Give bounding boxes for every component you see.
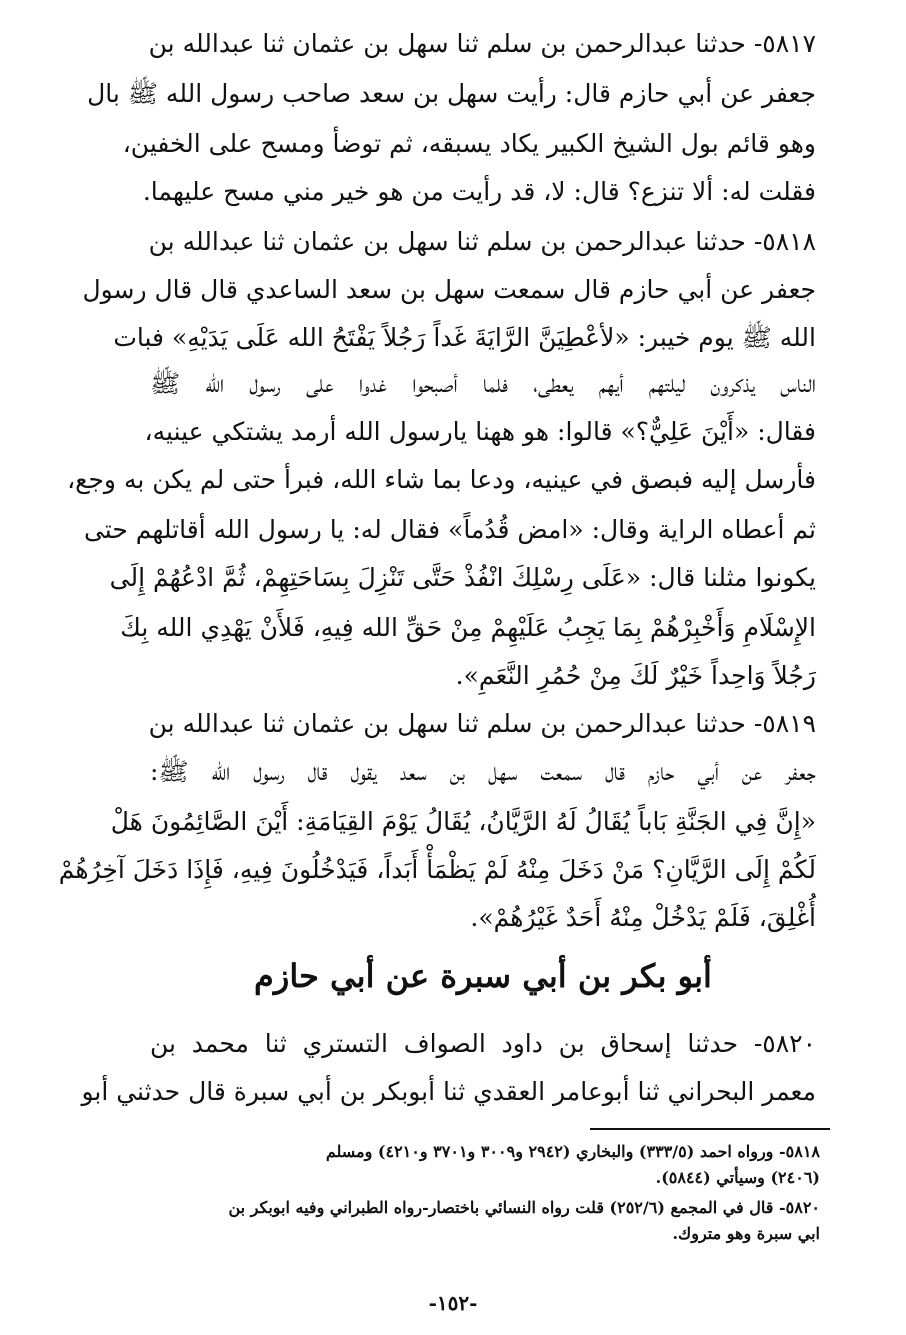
hadith-5817-line: جعفر عن أبي حازم قال: رأيت سهل بن سعد صاحب رسول الله ﷺ بال xyxy=(87,79,816,108)
hadith-5819-line: «إِنَّ فِي الجَنَّةِ بَاباً يُقَالُ لَهُ الرَّيَّانُ، يُقَالُ يَوْمَ القِيَامَةِ: أَيْنَ الصَّائِمُونَ هَلْ xyxy=(110,807,816,836)
footnote-line: ٥٨١٨- ورواه احمد (٣٣٣/٥) والبخاري (٢٩٤٢ و٣٠٠٩ و٣٧٠١ و٤٢١٠) ومسلم xyxy=(325,1142,820,1161)
hadith-5818-line: الناس يذكرون ليلتهم أيهم يعطى، فلما أصبحوا غدوا على رسول الله ﷺ xyxy=(150,369,816,398)
hadith-5817-line: ٥٨١٧- حدثنا عبدالرحمن بن سلم ثنا سهل بن عثمان ثنا عبدالله بن xyxy=(148,29,816,58)
footnote-divider xyxy=(590,1128,830,1130)
footnote-line: ٥٨٢٠- قال في المجمع (٢٥٢/٦) قلت رواه النسائي باختصار-رواه الطبراني وفيه ابوبكر بن xyxy=(228,1198,820,1217)
hadith-5819-line: أُغْلِقَ، فَلَمْ يَدْخُلْ مِنْهُ أَحَدٌ غَيْرُهُمْ». xyxy=(470,903,816,932)
section-heading: أبو بكر بن أبي سبرة عن أبي حازم xyxy=(254,957,712,995)
hadith-5817-line: وهو قائم بول الشيخ الكبير يكاد يسبقه، ثم توضأ ومسح على الخفين، xyxy=(122,129,816,158)
hadith-5819-line: لَكُمْ إِلَى الرَّيَّانِ؟ مَنْ دَخَلَ مِنْهُ لَمْ يَظْمَأْ أَبَداً، فَيَدْخُلُونَ فِيهِ، فَإِذَا دَخَلَ آخِرُهُمْ xyxy=(58,855,816,884)
hadith-5818-line: فقال: «أَيْنَ عَلِيٌّ؟» قالوا: هو ههنا يارسول الله أرمد يشتكي عينيه، xyxy=(144,417,816,446)
hadith-5820-line: ٥٨٢٠- حدثنا إسحاق بن داود الصواف التستري ثنا محمد بن xyxy=(150,1029,816,1058)
page-number: -١٥٢- xyxy=(428,1291,478,1315)
hadith-5819-line: جعفر عن أبي حازم قال سمعت سهل بن سعد يقول قال رسول الله ﷺ: xyxy=(150,757,816,786)
footnote-line: ابي سبرة وهو متروك. xyxy=(672,1224,820,1243)
hadith-5818-line: يكونوا مثلنا قال: «عَلَى رِسْلِكَ انْفُذْ حَتَّى تَنْزِلَ بِسَاحَتِهِمْ، ثُمَّ ادْعُهُمْ إِلَى xyxy=(109,563,816,592)
hadith-5818-line: ٥٨١٨- حدثنا عبدالرحمن بن سلم ثنا سهل بن عثمان ثنا عبدالله بن xyxy=(148,227,816,256)
hadith-5818-line: جعفر عن أبي حازم قال سمعت سهل بن سعد الساعدي قال قال رسول xyxy=(82,275,816,304)
hadith-5818-line: ثم أعطاه الراية وقال: «امض قُدُماً» فقال له: يا رسول الله أقاتلهم حتى xyxy=(83,515,816,544)
hadith-5818-line: الله ﷺ يوم خيبر: «لأعْطِيَنَّ الرَّايَةَ غَداً رَجُلاً يَفْتَحُ الله عَلَى يَدَيْهِ» فبات xyxy=(113,323,816,352)
hadith-5820-line: معمر البحراني ثنا أبوعامر العقدي ثنا أبوبكر بن أبي سبرة قال حدثني أبو xyxy=(81,1077,816,1106)
hadith-5817-line: فقلت له: ألا تنزع؟ قال: لا، قد رأيت من هو خير مني مسح عليهما. xyxy=(142,177,816,206)
hadith-5818-line: الإِسْلَامِ وَأَخْبِرْهُمْ بِمَا يَجِبُ عَلَيْهِمْ مِنْ حَقِّ الله فِيهِ، فَلأَنْ يَهْدِي الله بِكَ xyxy=(120,613,816,642)
hadith-5818-line: رَجُلاً وَاحِداً خَيْرٌ لَكَ مِنْ حُمُرِ النَّعَمِ». xyxy=(455,661,816,690)
hadith-5818-line: فأرسل إليه فبصق في عينيه، ودعا بما شاء الله، فبرأ حتى لم يكن به وجع، xyxy=(67,465,816,494)
footnote-line: (٢٤٠٦) وسيأتي (٥٨٤٤). xyxy=(655,1168,820,1187)
hadith-5819-line: ٥٨١٩- حدثنا عبدالرحمن بن سلم ثنا سهل بن عثمان ثنا عبدالله بن xyxy=(148,709,816,738)
